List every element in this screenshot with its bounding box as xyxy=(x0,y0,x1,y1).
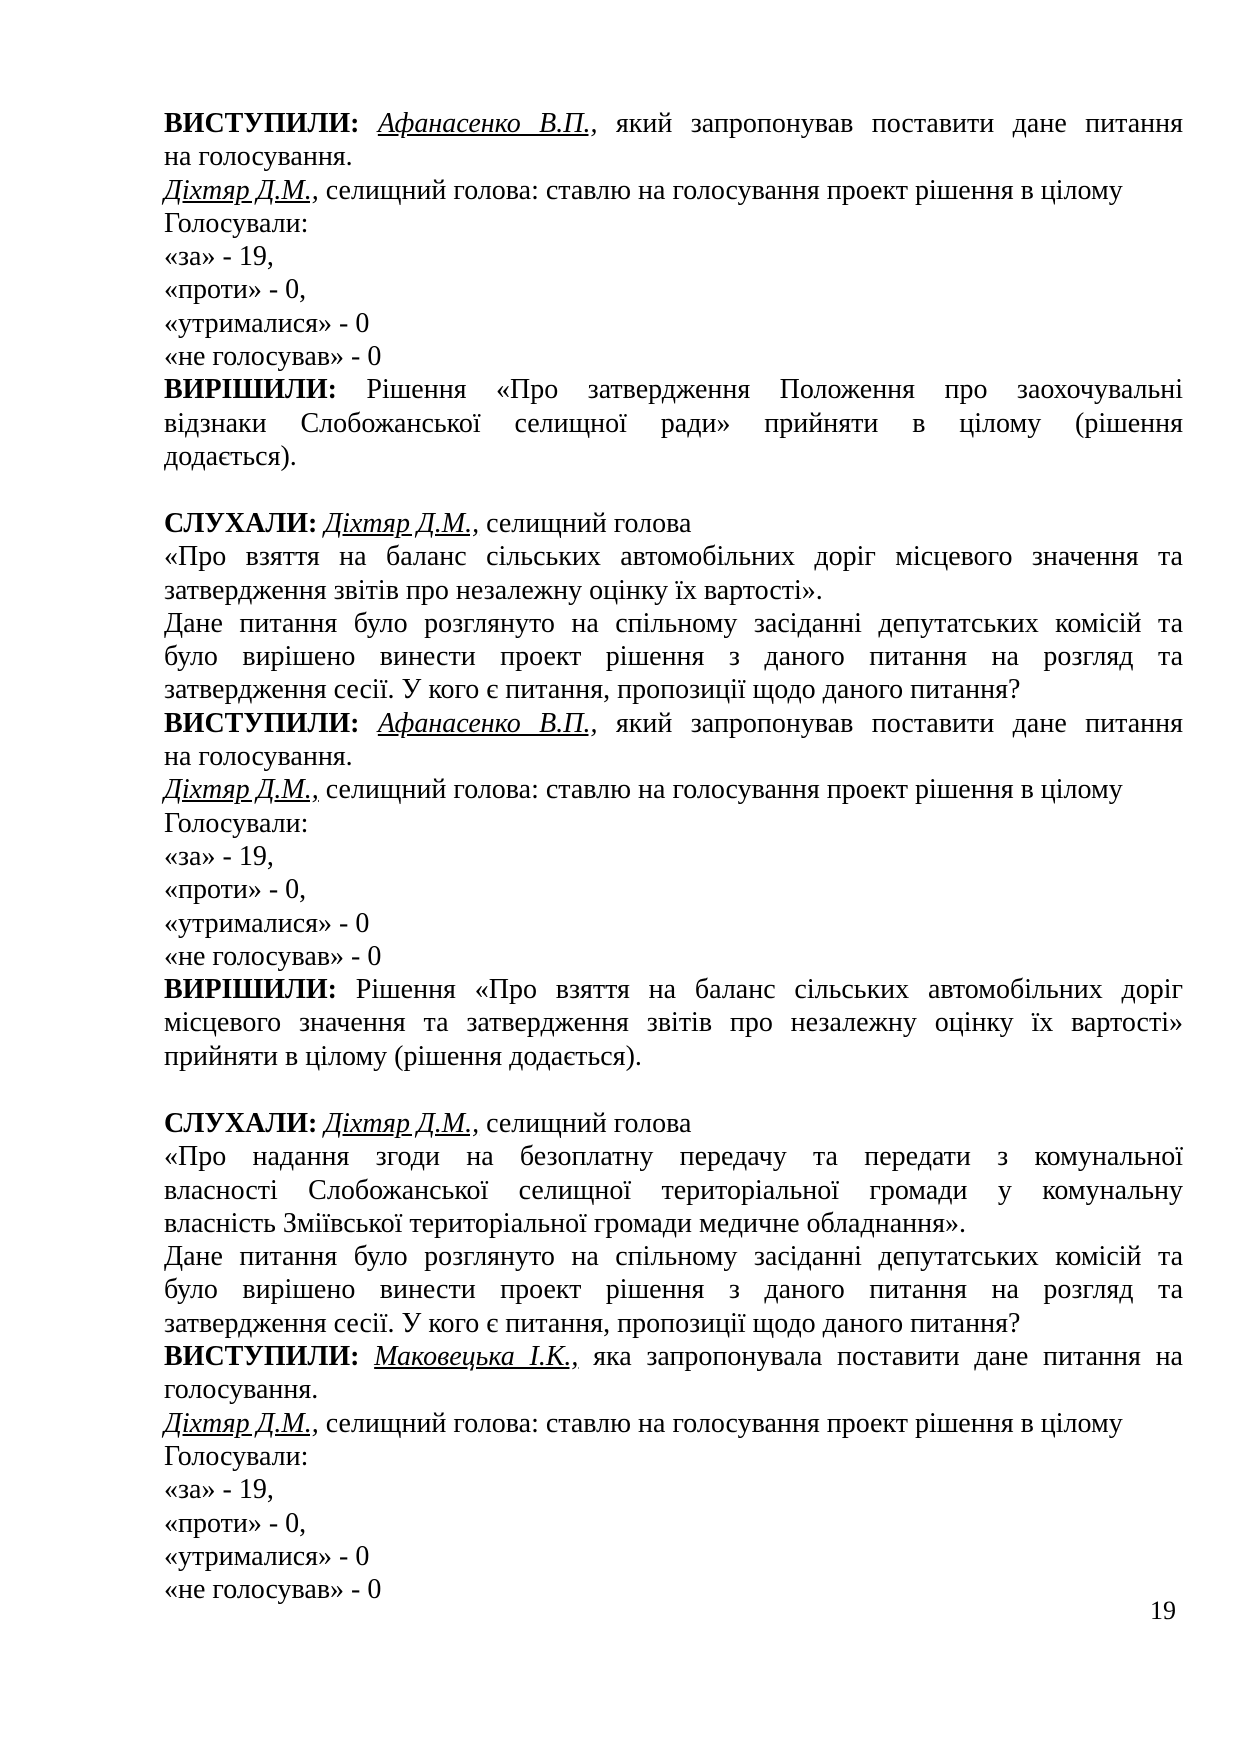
text-line xyxy=(164,640,1183,673)
text-line xyxy=(164,807,1183,840)
section-3 xyxy=(164,1107,1183,1606)
speaker-name: Афанасенко В.П., xyxy=(377,707,598,739)
line-text: «за» - 19, xyxy=(164,1474,274,1506)
text-line xyxy=(164,174,1183,207)
text-line xyxy=(164,673,1183,706)
line-text: «за» - 19, xyxy=(164,840,274,872)
line-text: затвердження сесії. У кого є питання, пропозиції щодо даного питання? xyxy=(164,674,1021,706)
line-text: «не голосував» - 0 xyxy=(164,1574,382,1606)
text-line xyxy=(164,1407,1183,1440)
line-text: голосування. xyxy=(164,1374,319,1406)
line-text: який запропонував поставити дане питання xyxy=(597,108,1183,139)
text-line xyxy=(164,740,1183,773)
line-text: Голосували: xyxy=(164,207,309,239)
text-line xyxy=(164,773,1183,806)
text-line xyxy=(164,1240,1183,1273)
text-line xyxy=(164,107,1183,140)
text-line xyxy=(164,873,1183,906)
line-text: яка запропонувала поставити дане питання на xyxy=(578,1341,1183,1373)
line-text: «Про взяття на баланс сільських автомобільних доріг місцевого значення та xyxy=(164,541,1183,573)
line-text: «за» - 19, xyxy=(164,241,274,273)
text-line xyxy=(164,1006,1183,1039)
section-2 xyxy=(164,507,1183,1073)
line-text: селищний голова xyxy=(479,508,692,539)
text-line xyxy=(164,140,1183,173)
text-line xyxy=(164,1040,1183,1073)
line-text: власність Зміївської територіальної громади медичне обладнання». xyxy=(164,1207,966,1239)
line-text: затвердження сесії. У кого є питання, пропозиції щодо даного питання? xyxy=(164,1307,1021,1339)
section-1 xyxy=(164,107,1183,473)
text-line xyxy=(164,607,1183,640)
text-line xyxy=(164,1540,1183,1573)
line-text: власності Слобожанської селищної територіальної громади у комунальну xyxy=(164,1174,1183,1206)
line-text: селищний голова xyxy=(479,1108,692,1139)
speaker-name: Діхтяр Д.М., xyxy=(164,774,319,806)
line-text: «утрималися» - 0 xyxy=(164,307,370,339)
line-text: місцевого значення та затвердження звітів про незалежну оцінку їх вартості» xyxy=(164,1007,1183,1039)
line-text: «утрималися» - 0 xyxy=(164,907,370,939)
line-text: селищний голова: ставлю на голосування проект рішення в цілому xyxy=(318,1407,1123,1439)
section-keyword: ВИРІШИЛИ: xyxy=(164,374,367,406)
text-line xyxy=(164,574,1183,607)
line-text: Рішення «Про взяття на баланс сільських автомобільних доріг xyxy=(355,974,1183,1006)
section-keyword: ВИРІШИЛИ: xyxy=(164,974,356,1006)
text-line xyxy=(164,1273,1183,1306)
text-line xyxy=(164,707,1183,740)
section-keyword: ВИСТУПИЛИ: xyxy=(164,108,378,139)
text-line xyxy=(164,907,1183,940)
speaker-name: Афанасенко В.П., xyxy=(377,108,598,139)
line-text: на голосування. xyxy=(164,741,353,773)
line-text: було вирішено винести проект рішення з даного питання на розгляд та xyxy=(164,1274,1183,1306)
text-line xyxy=(164,407,1183,440)
text-line xyxy=(164,1174,1183,1207)
text-line xyxy=(164,1107,1183,1140)
line-text: Дане питання було розглянуто на спільному засіданні депутатських комісій та xyxy=(164,1241,1183,1273)
section-keyword: ВИСТУПИЛИ: xyxy=(164,707,378,739)
speaker-name: Діхтяр Д.М., xyxy=(324,508,480,539)
line-text: Голосували: xyxy=(164,1440,309,1472)
page-number: 19 xyxy=(1150,1596,1176,1625)
text-line xyxy=(164,1307,1183,1340)
text-line xyxy=(164,1473,1183,1506)
line-text: який запропонував поставити дане питання xyxy=(597,707,1183,739)
text-line xyxy=(164,207,1183,240)
line-text: додається). xyxy=(164,440,297,472)
line-text: було вирішено винести проект рішення з даного питання на розгляд та xyxy=(164,641,1183,673)
line-text: Дане питання було розглянуто на спільному засіданні депутатських комісій та xyxy=(164,607,1183,639)
line-text: прийняти в цілому (рішення додається). xyxy=(164,1040,642,1072)
line-text: Голосували: xyxy=(164,807,309,839)
line-text: Рішення «Про затвердження Положення про заохочувальні xyxy=(366,374,1183,406)
text-line xyxy=(164,1207,1183,1240)
text-line xyxy=(164,440,1183,473)
speaker-name: Діхтяр Д.М., xyxy=(164,174,319,206)
line-text: «проти» - 0, xyxy=(164,874,307,906)
text-line xyxy=(164,273,1183,306)
section-keyword: СЛУХАЛИ: xyxy=(164,508,325,539)
text-line xyxy=(164,1440,1183,1473)
text-line xyxy=(164,1340,1183,1373)
line-text: «проти» - 0, xyxy=(164,274,307,306)
text-line xyxy=(164,940,1183,973)
text-line xyxy=(164,240,1183,273)
text-line xyxy=(164,1573,1183,1606)
line-text: «не голосував» - 0 xyxy=(164,341,382,373)
line-text: «не голосував» - 0 xyxy=(164,940,382,972)
line-text: затвердження звітів про незалежну оцінку їх вартості». xyxy=(164,574,823,606)
speaker-name: Діхтяр Д.М., xyxy=(324,1108,480,1139)
speaker-name: Діхтяр Д.М., xyxy=(164,1407,319,1439)
text-line xyxy=(164,507,1183,540)
line-text: селищний голова: ставлю на голосування проект рішення в цілому xyxy=(318,174,1123,206)
text-line xyxy=(164,1507,1183,1540)
text-line xyxy=(164,373,1183,406)
section-keyword: ВИСТУПИЛИ: xyxy=(164,1341,375,1373)
text-line xyxy=(164,1373,1183,1406)
text-line xyxy=(164,307,1183,340)
text-line xyxy=(164,1140,1183,1173)
text-line xyxy=(164,973,1183,1006)
text-line xyxy=(164,340,1183,373)
line-text: на голосування. xyxy=(164,141,353,173)
text-line xyxy=(164,840,1183,873)
section-keyword: СЛУХАЛИ: xyxy=(164,1108,325,1139)
text-line xyxy=(164,540,1183,573)
line-text: селищний голова: ставлю на голосування проект рішення в цілому xyxy=(318,774,1123,806)
line-text: «проти» - 0, xyxy=(164,1507,307,1539)
line-text: відзнаки Слобожанської селищної ради» прийняти в цілому (рішення xyxy=(164,407,1183,439)
line-text: «утрималися» - 0 xyxy=(164,1540,370,1572)
line-text: «Про надання згоди на безоплатну передачу та передати з комунальної xyxy=(164,1141,1183,1173)
speaker-name: Маковецька І.К., xyxy=(374,1341,579,1373)
